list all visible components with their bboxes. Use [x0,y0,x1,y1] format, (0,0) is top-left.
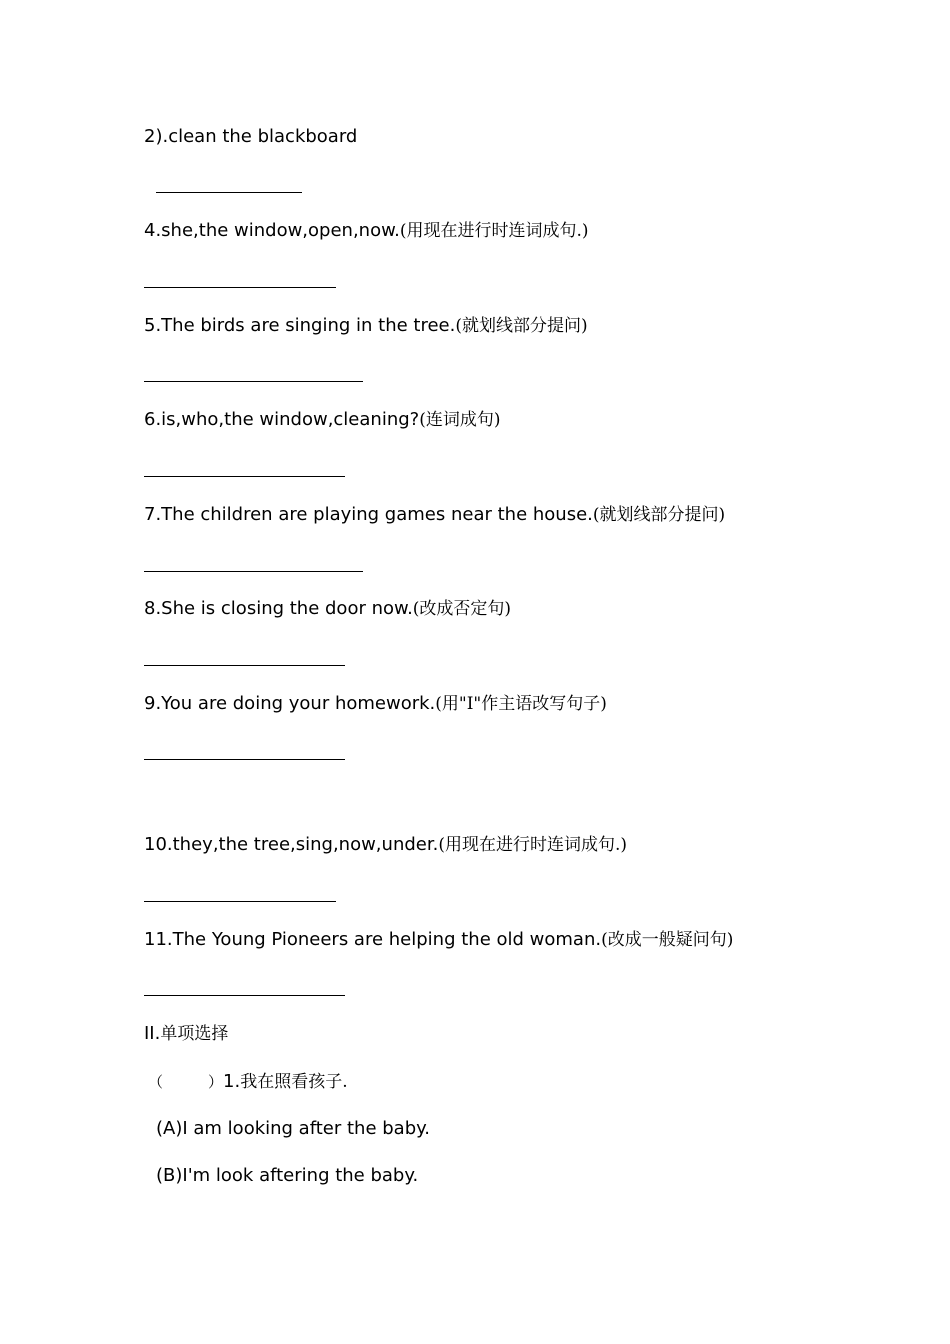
exercise-text: 8.She is closing the door now. [144,598,413,619]
exercise-7 [144,504,725,526]
exercise-6 [144,409,500,431]
option-text: (B)I'm look aftering the baby. [156,1165,419,1186]
exercise-4 [144,220,589,242]
exercise-instruction: (改成否定句) [412,599,512,619]
answer-blank-10 [144,901,336,902]
exercise-instruction: (用现在进行时连词成句.) [399,221,589,241]
exercise-2 [144,126,357,148]
answer-blank-7 [144,571,363,572]
exercise-text: 2).clean the blackboard [144,126,358,147]
exercise-instruction: (改成一般疑问句) [601,930,734,950]
exercise-text: 9.You are doing your homework. [144,693,436,714]
answer-blank-9 [144,759,345,760]
exercise-text: 10.they,the tree,sing,now,under. [144,834,439,855]
exercise-text: 6.is,who,the window,cleaning? [144,409,420,430]
answer-blank-6 [144,476,345,477]
option-a [156,1118,430,1140]
option-text: (A)I am looking after the baby. [156,1118,430,1139]
section-title: 单项选择 [160,1024,229,1044]
exercise-instruction: (连词成句) [419,410,501,430]
exercise-instruction: (就划线部分提问) [455,316,588,336]
exercise-10 [144,834,627,856]
question-number: 1. [223,1071,241,1092]
answer-blank-2 [156,192,302,193]
exercise-text: 4.she,the window,open,now. [144,220,400,241]
section-number: II. [144,1023,161,1044]
question-1 [148,1071,348,1093]
exercise-instruction: (就划线部分提问) [592,505,726,525]
exercise-5 [144,315,588,337]
answer-paren: （ ） [148,1073,224,1091]
question-prompt: 我在照看孩子. [240,1072,348,1092]
answer-blank-5 [144,381,363,382]
exercise-9 [144,693,607,715]
exercise-text: 5.The birds are singing in the tree. [144,315,456,336]
option-b [156,1165,418,1187]
exercise-8 [144,598,511,620]
exercise-instruction: (用现在进行时连词成句.) [438,835,627,855]
answer-blank-8 [144,665,345,666]
exercise-text: 11.The Young Pioneers are helping the old woman. [144,929,602,950]
exercise-instruction: (用"I"作主语改写句子) [435,694,607,714]
section-heading [144,1023,228,1045]
exercise-text: 7.The children are playing games near the house. [144,504,593,525]
answer-blank-11 [144,995,345,996]
answer-blank-4 [144,287,336,288]
exercise-11 [144,929,733,951]
